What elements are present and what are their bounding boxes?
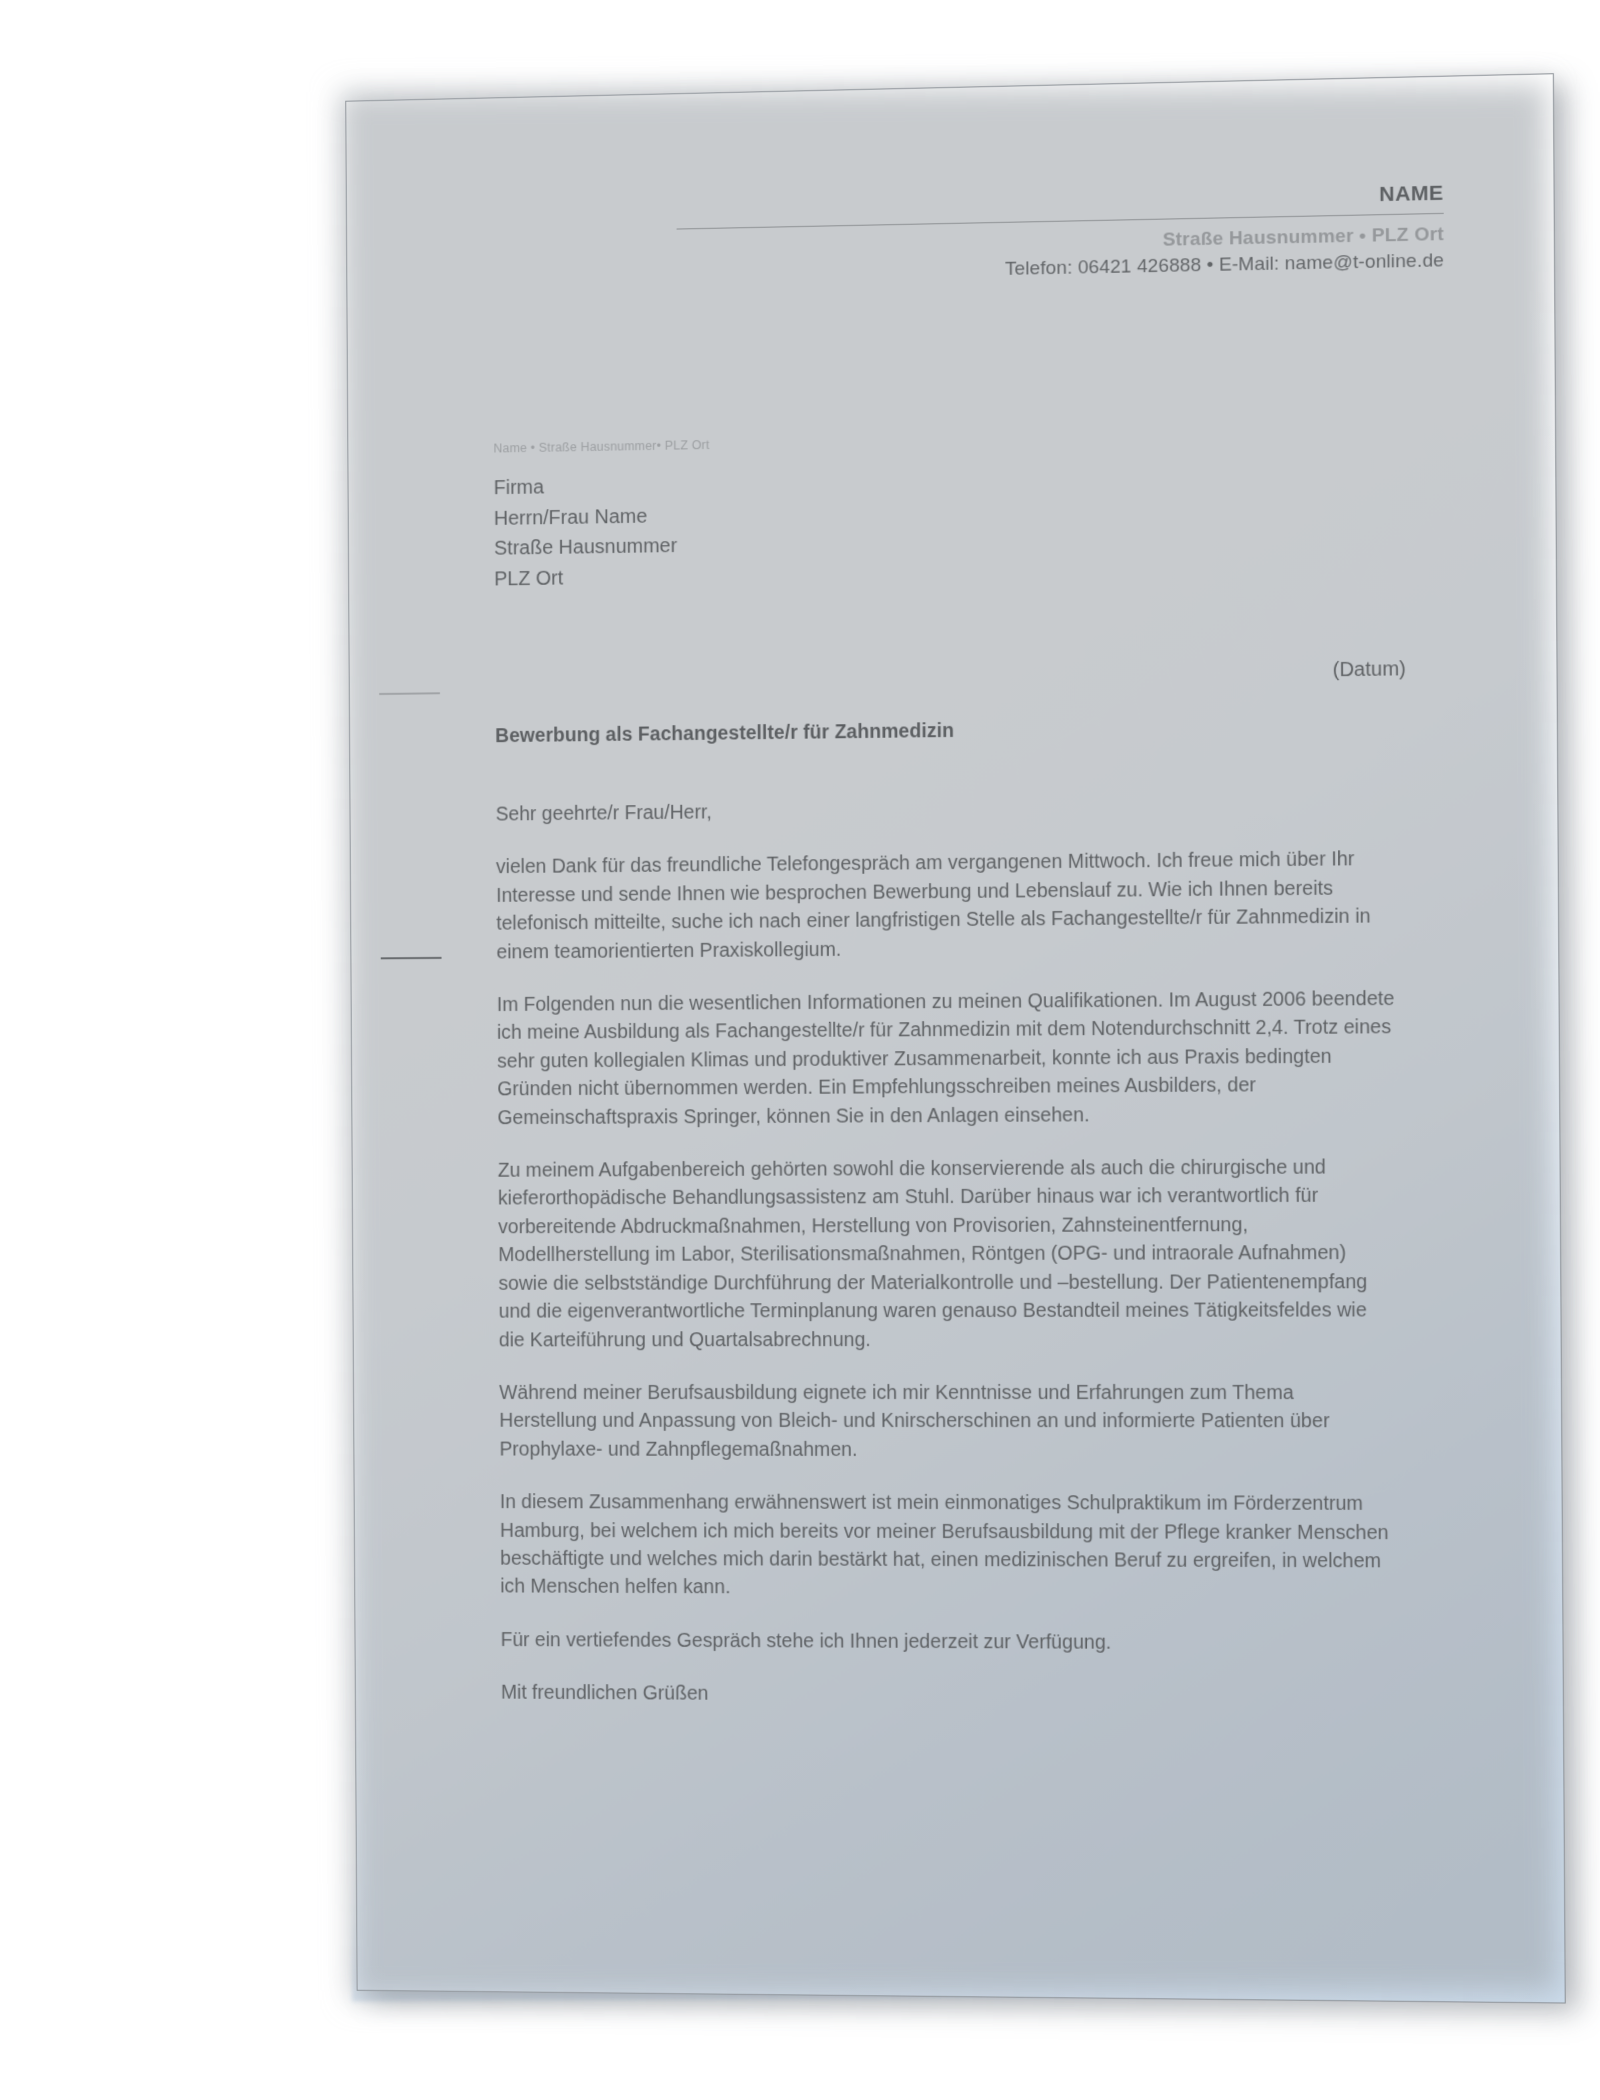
page-drop-shadow (340, 84, 1558, 1999)
